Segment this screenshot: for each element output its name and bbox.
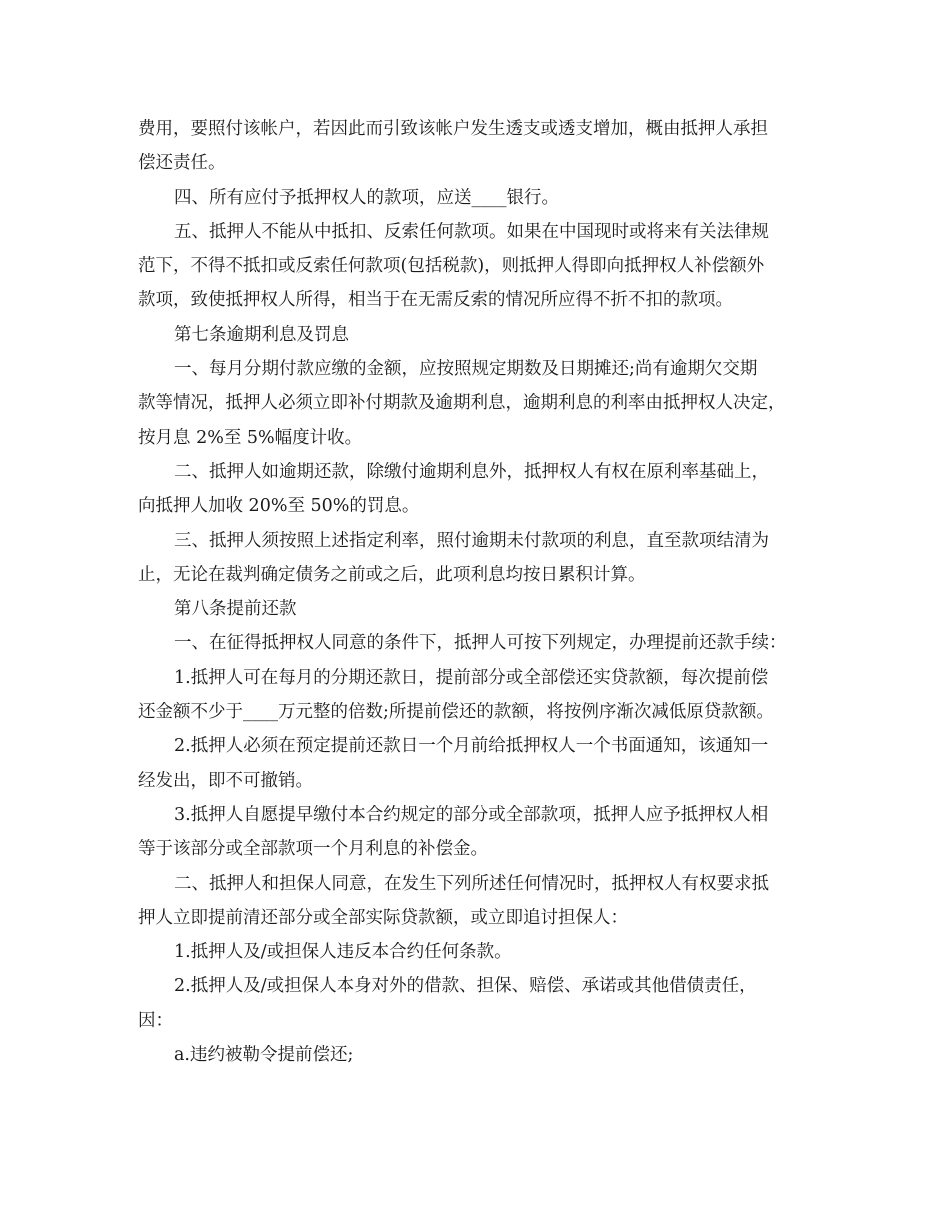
text-line: 三、抵押人须按照上述指定利率，照付逾期未付款项的利息，直至款项结清为	[174, 530, 769, 551]
text-line: 二、抵押人如逾期还款，除缴付逾期利息外，抵押权人有权在原利率基础上，	[174, 461, 769, 482]
text-line: 2.抵押人必须在预定提前还款日一个月前给抵押权人一个书面通知，该通知一	[174, 736, 769, 757]
text-line: 向抵押人加收 20%至 50%的罚息。	[138, 496, 420, 517]
text-line: 一、在征得抵押权人同意的条件下，抵押人可按下列规定，办理提前还款手续：	[174, 633, 787, 654]
text-line: 费用，要照付该帐户，若因此而引致该帐户发生透支或透支增加，概由抵押人承担	[138, 119, 768, 139]
section-heading: 第八条提前还款	[174, 599, 297, 620]
text-line: 押人立即提前清还部分或全部实际贷款额，或立即追讨担保人：	[138, 907, 628, 928]
text-line: 还金额不少于____万元整的倍数;所提前偿还的款额，将按例序渐次减低原贷款额。	[138, 702, 774, 723]
text-line: 二、抵押人和担保人同意，在发生下列所述任何情况时，抵押权人有权要求抵	[174, 873, 769, 894]
section-heading: 第七条逾期利息及罚息	[174, 324, 349, 345]
text-line: 2.抵押人及/或担保人本身对外的借款、担保、赔偿、承诺或其他借债责任，	[174, 976, 757, 997]
text-line: 1.抵押人及/或担保人违反本合约任何条款。	[174, 942, 512, 963]
document-body	[138, 112, 818, 1072]
text-line: 四、所有应付予抵押权人的款项，应送____银行。	[174, 187, 559, 208]
text-line: 等于该部分或全部款项一个月利息的补偿金。	[138, 839, 488, 860]
text-line: 款项，致使抵押权人所得，相当于在无需反索的情况所应得不折不扣的款项。	[138, 290, 733, 311]
text-line: 经发出，即不可撤销。	[138, 770, 313, 791]
text-line: 一、每月分期付款应缴的金额，应按照规定期数及日期摊还;尚有逾期欠交期	[174, 359, 758, 380]
text-line: 五、抵押人不能从中抵扣、反索任何款项。如果在中国现时或将来有关法律规	[174, 221, 769, 242]
text-line: 1.抵押人可在每月的分期还款日，提前部分或全部偿还实贷款额，每次提前偿	[174, 667, 769, 688]
text-line: 款等情况，抵押人必须立即补付期款及逾期利息，逾期利息的利率由抵押权人决定，	[138, 393, 786, 414]
text-line: a.违约被勒令提前偿还;	[174, 1045, 354, 1066]
text-line: 止，无论在裁判确定债务之前或之后，此项利息均按日累积计算。	[138, 564, 646, 585]
text-line: 因：	[138, 1010, 173, 1031]
text-line: 3.抵押人自愿提早缴付本合约规定的部分或全部款项，抵押人应予抵押权人相	[174, 804, 769, 825]
text-line: 按月息 2%至 5%幅度计收。	[138, 427, 363, 448]
text-line: 偿还责任。	[138, 153, 226, 174]
text-line: 范下，不得不抵扣或反索任何款项(包括税款)，则抵押人得即向抵押权人补偿额外	[138, 256, 765, 277]
